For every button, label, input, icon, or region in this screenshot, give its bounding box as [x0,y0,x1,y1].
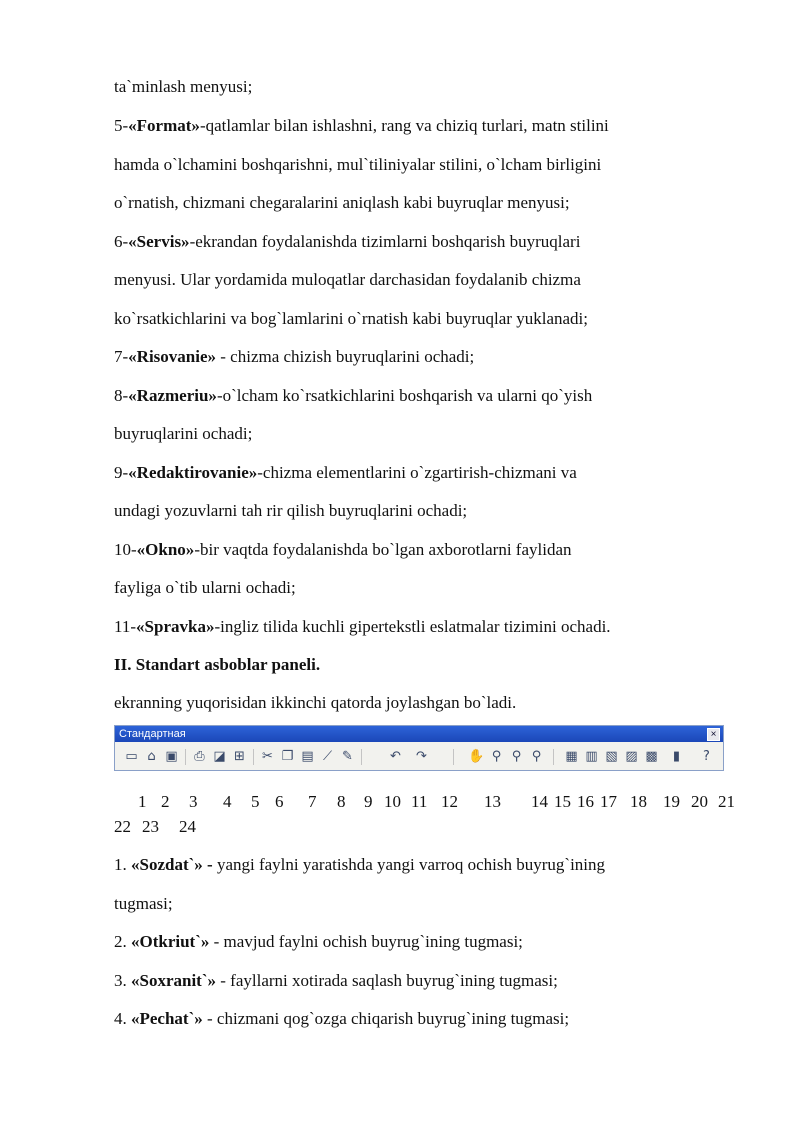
button-number: 16 [577,792,594,811]
button-number: 9 [364,792,373,811]
print-icon[interactable]: ⎙ [194,749,205,764]
button-number: 12 [441,792,458,811]
button-number: 18 [630,792,647,811]
paragraph-line: 6-«Servis»-ekrandan foydalanishda tizimlarni boshqarish buyruqlari [114,232,581,251]
pencil-icon[interactable]: ✎ [342,749,353,764]
paragraph-line: ekranning yuqorisidan ikkinchi qatorda joylashgan bo`ladi. [114,693,517,712]
new-file-icon[interactable]: ▭ [125,749,138,764]
paragraph-line: 11-«Spravka»-ingliz tilida kuchli gipertekstli eslatmalar tizimini ochadi. [114,617,611,636]
tool-palettes-icon[interactable]: ▧ [605,749,618,764]
undo-icon[interactable]: ↶ [390,749,401,764]
paragraph-line: fayliga o`tib ularni ochadi; [114,578,296,597]
properties-icon[interactable]: ▦ [565,749,578,764]
markup-icon[interactable]: ▩ [645,749,658,764]
button-number: 8 [337,792,346,811]
paragraph-line: 10-«Okno»-bir vaqtda foydalanishda bo`lgan axborotlarni faylidan [114,540,572,559]
close-icon[interactable]: × [707,728,720,741]
toolbar-separator [253,749,254,765]
button-number: 22 [114,817,131,836]
copy-icon[interactable]: ❐ [281,749,294,764]
open-folder-icon[interactable]: ⌂ [147,749,156,764]
list-item: 1. «Sozdat`» - yangi faylni yaratishda yangi varroq ochish buyrug`ining [114,855,606,874]
paragraph-line: buyruqlarini ochadi; [114,424,253,443]
button-number: 17 [600,792,617,811]
button-number: 23 [142,817,159,836]
toolbar-title: Стандартная [119,728,186,740]
button-number: 14 [531,792,548,811]
toolbar-separator [553,749,554,765]
list-item: tugmasi; [114,894,173,913]
plot-icon[interactable]: ⊞ [234,749,245,764]
match-brush-icon[interactable]: ⟋ [322,749,333,764]
toolbar-separator [453,749,454,765]
toolbar-separator [361,749,362,765]
help-icon[interactable]: ? [703,749,710,764]
zoom-window-icon[interactable]: ⚲ [511,749,522,764]
paragraph-line: o`rnatish, chizmani chegaralarini aniqlash kabi buyruqlar menyusi; [114,193,570,212]
button-number: 20 [691,792,708,811]
button-number: 7 [308,792,317,811]
button-number: 15 [554,792,571,811]
button-number: 21 [718,792,735,811]
paste-icon[interactable]: ▤ [301,749,314,764]
button-number: 1 [138,792,147,811]
section-heading: II. Standart asboblar paneli. [114,655,321,674]
cut-icon[interactable]: ✂ [262,749,273,764]
zoom-previous-icon[interactable]: ⚲ [531,749,542,764]
save-disk-icon[interactable]: ▣ [165,749,178,764]
toolbar-separator [185,749,186,765]
paragraph-line: ta`minlash menyusi; [114,77,253,96]
button-number: 13 [484,792,501,811]
paragraph-line: hamda o`lchamini boshqarishni, mul`tiliniyalar stilini, o`lcham birligini [114,155,602,174]
zoom-realtime-icon[interactable]: ⚲ [491,749,502,764]
button-number: 3 [189,792,198,811]
paragraph-line: ko`rsatkichlarini va bog`lamlarini o`rnatish kabi buyruqlar yuklanadi; [114,309,588,328]
redo-icon[interactable]: ↷ [416,749,427,764]
standard-toolbar [114,725,724,771]
button-number: 19 [663,792,680,811]
button-number: 24 [179,817,196,836]
paragraph-line: 9-«Redaktirovanie»-chizma elementlarini o`zgartirish-chizmani va [114,463,577,482]
preview-icon[interactable]: ◪ [213,749,226,764]
button-number: 5 [251,792,260,811]
paragraph-line: menyusi. Ular yordamida muloqatlar darchasidan foydalanib chizma [114,270,581,289]
paragraph-line: 7-«Risovanie» - chizma chizish buyruqlarini ochadi; [114,347,475,366]
pan-icon[interactable]: ✋ [468,749,485,764]
button-number: 4 [223,792,232,811]
button-number: 11 [411,792,428,811]
paragraph-line: 5-«Format»-qatlamlar bilan ishlashni, rang va chiziq turlari, matn stilini [114,116,609,135]
calculator-icon[interactable]: ▮ [672,749,681,764]
list-item: 4. «Pechat`» - chizmani qog`ozga chiqarish buyrug`ining tugmasi; [114,1009,570,1028]
design-center-icon[interactable]: ▥ [585,749,598,764]
button-number: 10 [384,792,401,811]
paragraph-line: 8-«Razmeriu»-o`lcham ko`rsatkichlarini boshqarish va ularni qo`yish [114,386,593,405]
paragraph-line: undagi yozuvlarni tah rir qilish buyruqlarini ochadi; [114,501,468,520]
sheet-set-icon[interactable]: ▨ [625,749,638,764]
button-number: 2 [161,792,170,811]
list-item: 2. «Otkriut`» - mavjud faylni ochish buyrug`ining tugmasi; [114,932,523,951]
button-number: 6 [275,792,284,811]
list-item: 3. «Soxranit`» - fayllarni xotirada saqlash buyrug`ining tugmasi; [114,971,558,990]
toolbar-titlebar [115,726,723,742]
